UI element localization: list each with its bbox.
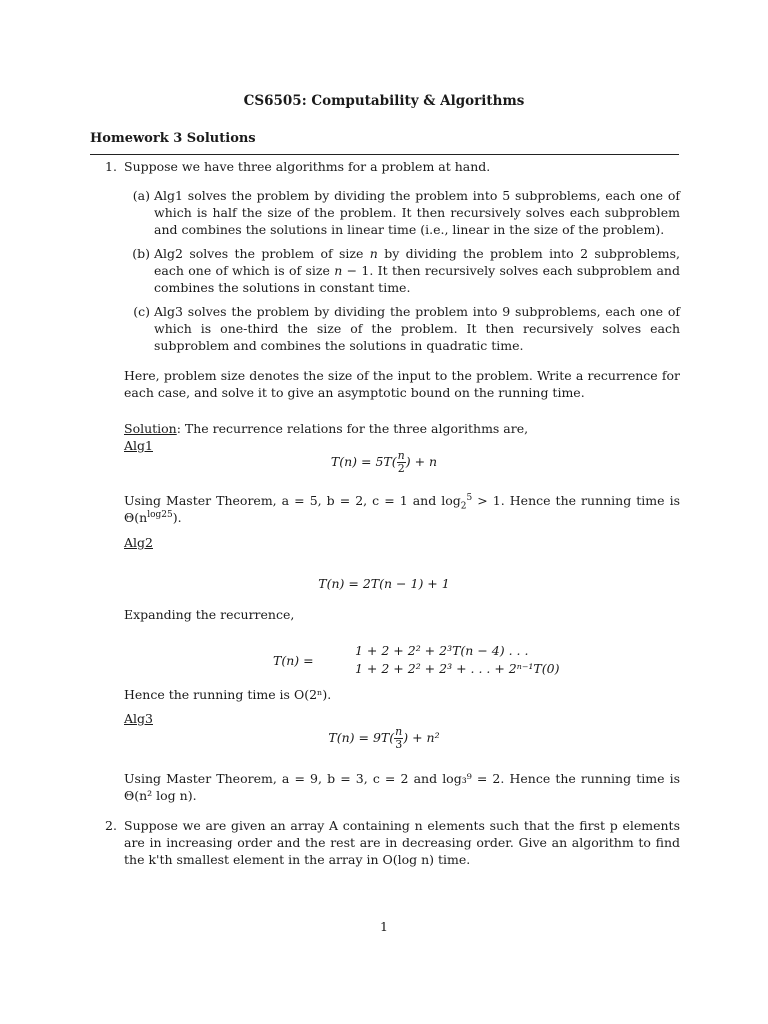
subquestion-label: (c) [133, 304, 150, 319]
expansion-line-2: 1 + 2 + 2² + 2³ + . . . + 2ⁿ⁻¹T(0) [355, 661, 560, 676]
subquestion-text: Alg2 solves the problem of size n by dividing the problem into 2 subproblems, each one of which is of size n − 1. It then recursively solves each subproblem and combines the solutions in constant time. [154, 246, 681, 295]
alg2-result: Hence the running time is O(2ⁿ). [124, 687, 332, 702]
alg2-heading: Alg2 [124, 535, 153, 550]
instructions-paragraph: Here, problem size denotes the size of the input to the problem. Write a recurrence for each case, and solve it to give an asymptotic bound on the running time. [124, 368, 680, 400]
subquestion-label: (a) [132, 188, 150, 203]
solution-label: Solution [124, 421, 177, 436]
expansion-lhs: T(n) = [273, 653, 314, 668]
subquestion-text: Alg3 solves the problem by dividing the problem into 9 subproblems, each one of which is one-third the size of the problem. It then recursively solves each subproblem and combines the solutions in quadratic time. [154, 304, 680, 353]
expanding-text: Expanding the recurrence, [124, 607, 295, 622]
page-number: 1 [380, 919, 388, 934]
alg1-master-theorem: Using Master Theorem, a = 5, b = 2, c = 1 and $\log_2^5 > 1$. Hence the running time is $\Theta(n^{log25})$. [124, 492, 680, 525]
alg3-master-theorem: Using Master Theorem, a = 9, b = 3, c = 2 and log₃⁹ = 2. Hence the running time is [124, 771, 680, 786]
alg1-recurrence: T(n) = 5T( $\frac{n}{2}$ ) + n [330, 449, 438, 475]
alg2-recurrence: T(n) = 2T(n − 1) + 1 [318, 576, 450, 591]
subquestion-label: (b) [132, 246, 150, 261]
alg1-heading: Alg1 [124, 438, 153, 453]
question-number: 1. [105, 159, 117, 174]
alg3-recurrence: T(n) = 9T( $\frac{n}{3}$ ) + n² [328, 725, 440, 751]
question-number: 2. [105, 818, 117, 833]
homework-subtitle: Homework 3 Solutions [90, 131, 256, 146]
subquestion-text: Alg1 solves the problem by dividing the problem into 5 subproblems, each one of which is half the size of the problem. It then recursively solves each subproblem and combines the solutions in linear time (i.e., linear in the size of the problem). [154, 188, 680, 237]
expansion-line-1: 1 + 2 + 2² + 2³T(n − 4) . . . [355, 643, 529, 658]
header-divider [90, 154, 679, 155]
question-text: Suppose we have three algorithms for a problem at hand. [124, 159, 491, 174]
solution-intro: Solution: The recurrence relations for the three algorithms are, [124, 421, 529, 436]
alg3-heading: Alg3 [124, 711, 153, 726]
question-text: Suppose we are given an array A containing n elements such that the first p elements are in increasing order and the rest are in decreasing order. Give an algorithm to find the k'th smallest element in the array in O(log n) time. [124, 818, 680, 867]
alg3-result: Θ(n² log n). [124, 788, 197, 803]
document-title: CS6505: Computability & Algorithms [243, 93, 525, 109]
